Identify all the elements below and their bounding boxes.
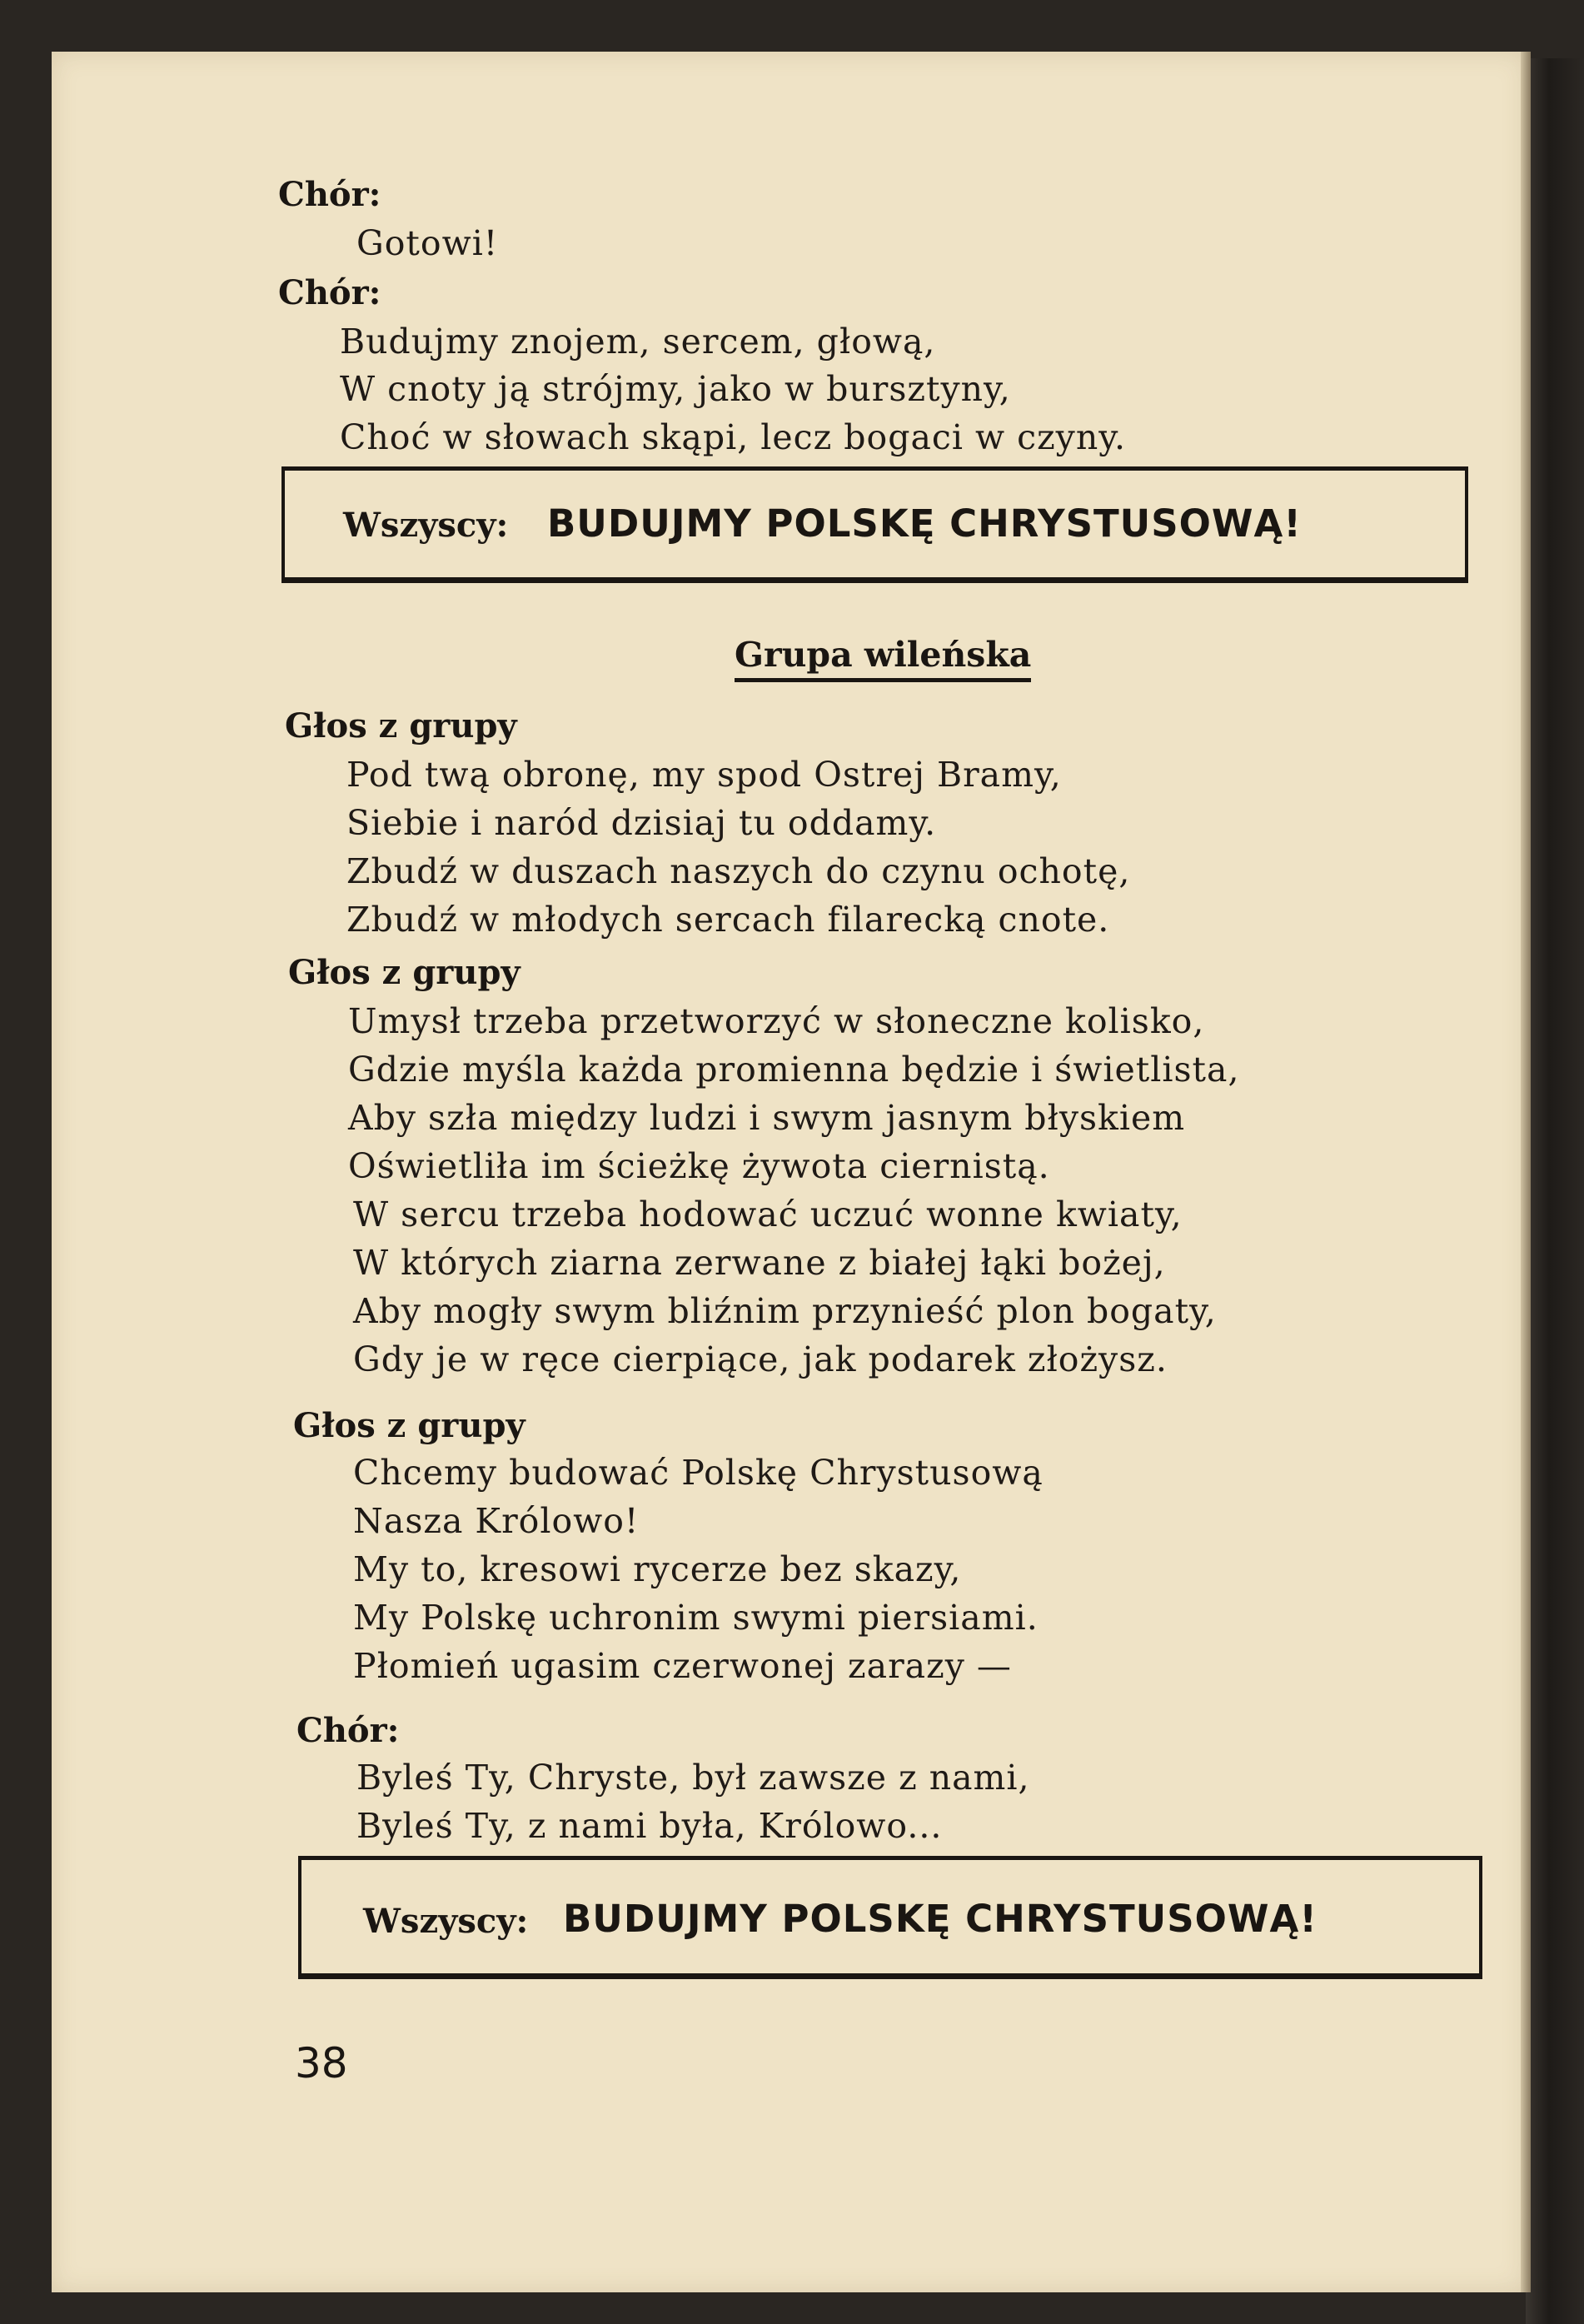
verse-line: Choć w słowach skąpi, lecz bogaci w czyny. [340, 417, 1126, 457]
speaker-label-voice: Głos z grupy [288, 953, 521, 992]
verse-line: My Polskę uchronim swymi piersiami. [353, 1598, 1039, 1638]
group-heading: Grupa wileńska [735, 635, 1031, 682]
verse-line: Pod twą obronę, my spod Ostrej Bramy, [346, 755, 1062, 795]
speaker-label-voice: Głos z grupy [285, 706, 517, 746]
verse-line: W których ziarna zerwane z białej łąki bożej, [353, 1243, 1166, 1283]
verse-line: W sercu trzeba hodować uczuć wonne kwiaty, [353, 1194, 1183, 1234]
speaker-label-voice: Głos z grupy [293, 1406, 526, 1445]
verse-line: My to, kresowi rycerze bez skazy, [353, 1549, 962, 1589]
speaker-label-chorus: Chór: [278, 273, 381, 312]
banner-speaker-label: Wszyscy: [343, 506, 509, 545]
verse-line: Budujmy znojem, sercem, głową, [340, 322, 936, 362]
verse-line: Zbudź w duszach naszych do czynu ochotę, [346, 851, 1131, 891]
verse-line: Aby szła między ludzi i swym jasnym błyskiem [348, 1098, 1186, 1138]
verse-line: Gdzie myśla każda promienna będzie i świetlista, [348, 1050, 1240, 1090]
refrain-banner-top [281, 466, 1468, 583]
speaker-label-chorus: Chór: [296, 1711, 400, 1750]
verse-line: Chcemy budować Polskę Chrystusową [353, 1453, 1044, 1493]
banner-refrain-text: BUDUJMY POLSKĘ CHRYSTUSOWĄ! [563, 1897, 1318, 1941]
verse-line: Siebie i naród dzisiaj tu oddamy. [346, 803, 937, 843]
verse-line: Byleś Ty, z nami była, Królowo... [356, 1806, 943, 1846]
verse-line: Umysł trzeba przetworzyć w słoneczne kolisko, [348, 1001, 1205, 1041]
speaker-label-chorus: Chór: [278, 175, 381, 214]
verse-line: Gotowi! [356, 223, 499, 263]
banner-speaker-label: Wszyscy: [363, 1902, 529, 1941]
verse-line: Gdy je w ręce cierpiące, jak podarek złożysz. [353, 1339, 1168, 1379]
verse-line: Byleś Ty, Chryste, był zawsze z nami, [356, 1758, 1030, 1798]
page-number: 38 [295, 2039, 348, 2087]
verse-line: W cnoty ją strójmy, jako w bursztyny, [340, 369, 1011, 409]
banner-refrain-text: BUDUJMY POLSKĘ CHRYSTUSOWĄ! [547, 501, 1302, 546]
verse-line: Płomień ugasim czerwonej zarazy — [353, 1646, 1012, 1686]
refrain-banner-bottom [298, 1856, 1482, 1979]
page-edge [1521, 52, 1531, 2292]
verse-line: Nasza Królowo! [353, 1501, 640, 1541]
book-binding [1526, 58, 1584, 2324]
verse-line: Zbudź w młodych sercach filarecką cnote. [346, 900, 1110, 940]
verse-line: Oświetliła im ścieżkę żywota ciernistą. [348, 1146, 1050, 1186]
verse-line: Aby mogły swym bliźnim przynieść plon bogaty, [353, 1291, 1217, 1331]
